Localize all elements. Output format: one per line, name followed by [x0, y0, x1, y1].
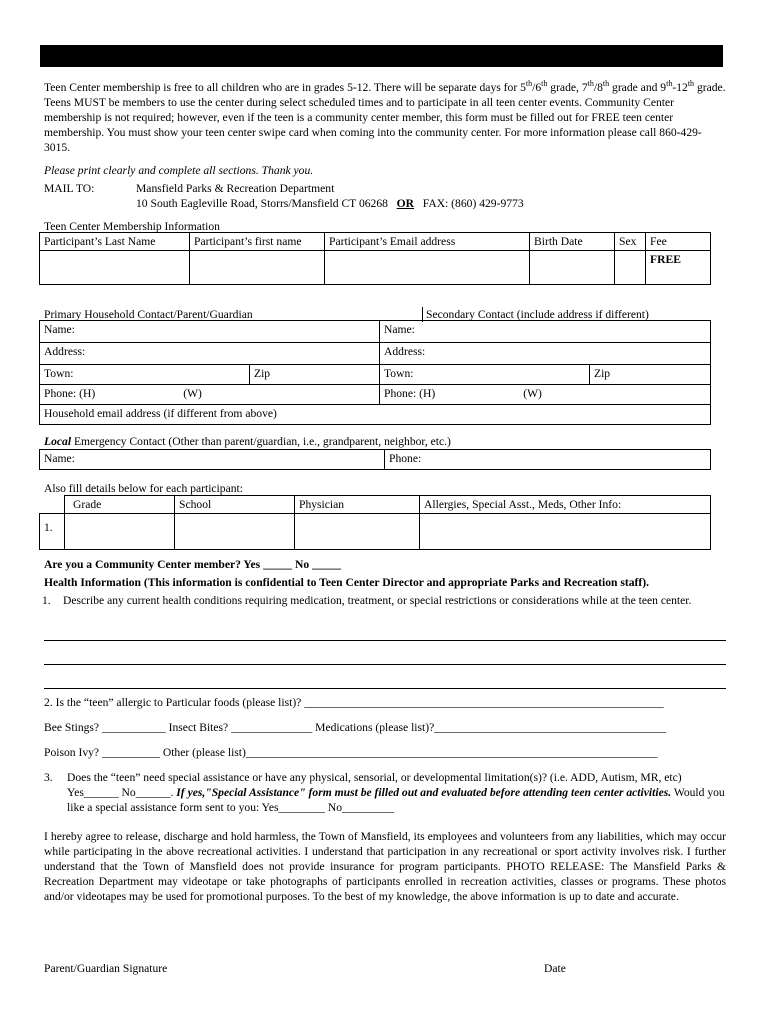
mail-address-line2: 10 South Eagleville Road, Storrs/Mansfield CT 06268 OR FAX: (860) 429-9773 — [136, 197, 524, 210]
secondary-name-field[interactable]: Name: — [380, 321, 711, 343]
allergies-field[interactable] — [420, 514, 711, 550]
q2-food-allergy: 2. Is the “teen” allergic to Particular foods (please list)? ______________________________________________________________ — [44, 696, 664, 709]
emergency-table — [39, 449, 711, 470]
primary-contact-title: Primary Household Contact/Parent/Guardian — [44, 308, 253, 321]
contacts-table — [39, 320, 711, 425]
q3-text: Does the “teen” need special assistance or have any physical, sensorial, or developmental limitation(s)? (i.e. ADD, Autism, MR, etc) Yes______ No______. If yes,"Special Assistance" form must be filled out and evaluated before attending teen center activities. Would you like a special assistance form sent to you: Yes________ No_________ — [67, 771, 725, 815]
answer-line-3[interactable] — [44, 688, 726, 689]
header-physician: Physician — [295, 496, 420, 514]
fee-value: FREE — [646, 251, 711, 285]
header-allergies: Allergies, Special Asst., Meds, Other Info: — [420, 496, 711, 514]
header-email: Participant’s Email address — [325, 233, 530, 251]
emergency-title: Local Emergency Contact (Other than parent/guardian, i.e., grandparent, neighbor, etc.) — [44, 435, 451, 448]
health-info-title: Health Information (This information is confidential to Teen Center Director and appropriate Parks and Recreation staff). — [44, 576, 650, 589]
header-fee: Fee — [646, 233, 711, 251]
primary-town-field[interactable]: Town: — [40, 365, 250, 385]
membership-title: Teen Center Membership Information — [44, 220, 220, 233]
secondary-town-field[interactable]: Town: — [380, 365, 590, 385]
answer-line-1[interactable] — [44, 640, 726, 641]
emergency-name-field[interactable]: Name: — [40, 450, 385, 470]
header-last-name: Participant’s Last Name — [40, 233, 190, 251]
print-note: Please print clearly and complete all sections. Thank you. — [44, 164, 314, 177]
membership-table — [39, 232, 711, 285]
answer-line-2[interactable] — [44, 664, 726, 665]
header-birth-date: Birth Date — [530, 233, 615, 251]
bee-stings-line: Bee Stings? ___________ Insect Bites? ______________ Medications (please list)?________________________________________ — [44, 721, 667, 734]
secondary-zip-field[interactable]: Zip — [590, 365, 711, 385]
intro-paragraph: Teen Center membership is free to all children who are in grades 5-12. There will be separate days for 5th/6th grade, 7th/8th grade and 9th-12th grade. Teens MUST be members to use the center during select scheduled times and to participate in all teen center events. Community Center membership is not required; however, even if the teen is a community center member, this form must be filled out for FREE teen center membership. You must show your teen center swipe card when coming into the community center. For more information please call 860-429-3015. — [44, 79, 726, 155]
details-table — [39, 495, 711, 550]
last-name-field[interactable] — [40, 251, 190, 285]
mail-label: MAIL TO: — [44, 182, 95, 195]
primary-zip-field[interactable]: Zip — [250, 365, 380, 385]
primary-address-field[interactable]: Address: — [40, 343, 380, 365]
secondary-contact-title: Secondary Contact (include address if different) — [422, 307, 649, 322]
secondary-phone-field[interactable]: Phone: (H) (W) — [380, 385, 711, 405]
header-first-name: Participant’s first name — [190, 233, 325, 251]
email-field[interactable] — [325, 251, 530, 285]
grade-field[interactable] — [65, 514, 175, 550]
row-number: 1. — [40, 514, 65, 550]
q3-number: 3. — [44, 771, 53, 784]
primary-phone-field[interactable]: Phone: (H) (W) — [40, 385, 380, 405]
q1-text: Describe any current health conditions requiring medication, treatment, or special restrictions or considerations while at the teen center. — [63, 594, 692, 607]
header-school: School — [175, 496, 295, 514]
emergency-phone-field[interactable]: Phone: — [385, 450, 711, 470]
header-bar — [40, 45, 723, 67]
secondary-address-field[interactable]: Address: — [380, 343, 711, 365]
header-sex: Sex — [615, 233, 646, 251]
release-paragraph: I hereby agree to release, discharge and hold harmless, the Town of Mansfield, its employees and volunteers from any liabilities, which may occur while participating in the above recreational activities. I understand that participation in any recreational or sport activity involves risk. I further understand that the Town of Mansfield does not provide insurance for program participants. PHOTO RELEASE: The Mansfield Parks & Recreation Department may videotape or take photographs of participants enrolled in recreation activities, classes or programs. These photos and/or videotapes may be used for promotional purposes. To the best of my knowledge, the above information is up to date and accurate. — [44, 830, 726, 904]
physician-field[interactable] — [295, 514, 420, 550]
school-field[interactable] — [175, 514, 295, 550]
parent-signature-label: Parent/Guardian Signature — [44, 962, 168, 975]
details-title: Also fill details below for each participant: — [44, 482, 243, 495]
q1-number: 1. — [42, 594, 51, 607]
first-name-field[interactable] — [190, 251, 325, 285]
primary-name-field[interactable]: Name: — [40, 321, 380, 343]
poison-ivy-line: Poison Ivy? __________ Other (please list)_______________________________________________________________________ — [44, 746, 658, 759]
community-center-member-question: Are you a Community Center member? Yes _____ No _____ — [44, 558, 341, 571]
mail-address-line1: Mansfield Parks & Recreation Department — [136, 182, 335, 195]
date-label: Date — [544, 962, 566, 975]
header-grade: Grade — [65, 496, 175, 514]
household-email-field[interactable]: Household email address (if different from above) — [40, 405, 711, 425]
sex-field[interactable] — [615, 251, 646, 285]
birth-date-field[interactable] — [530, 251, 615, 285]
